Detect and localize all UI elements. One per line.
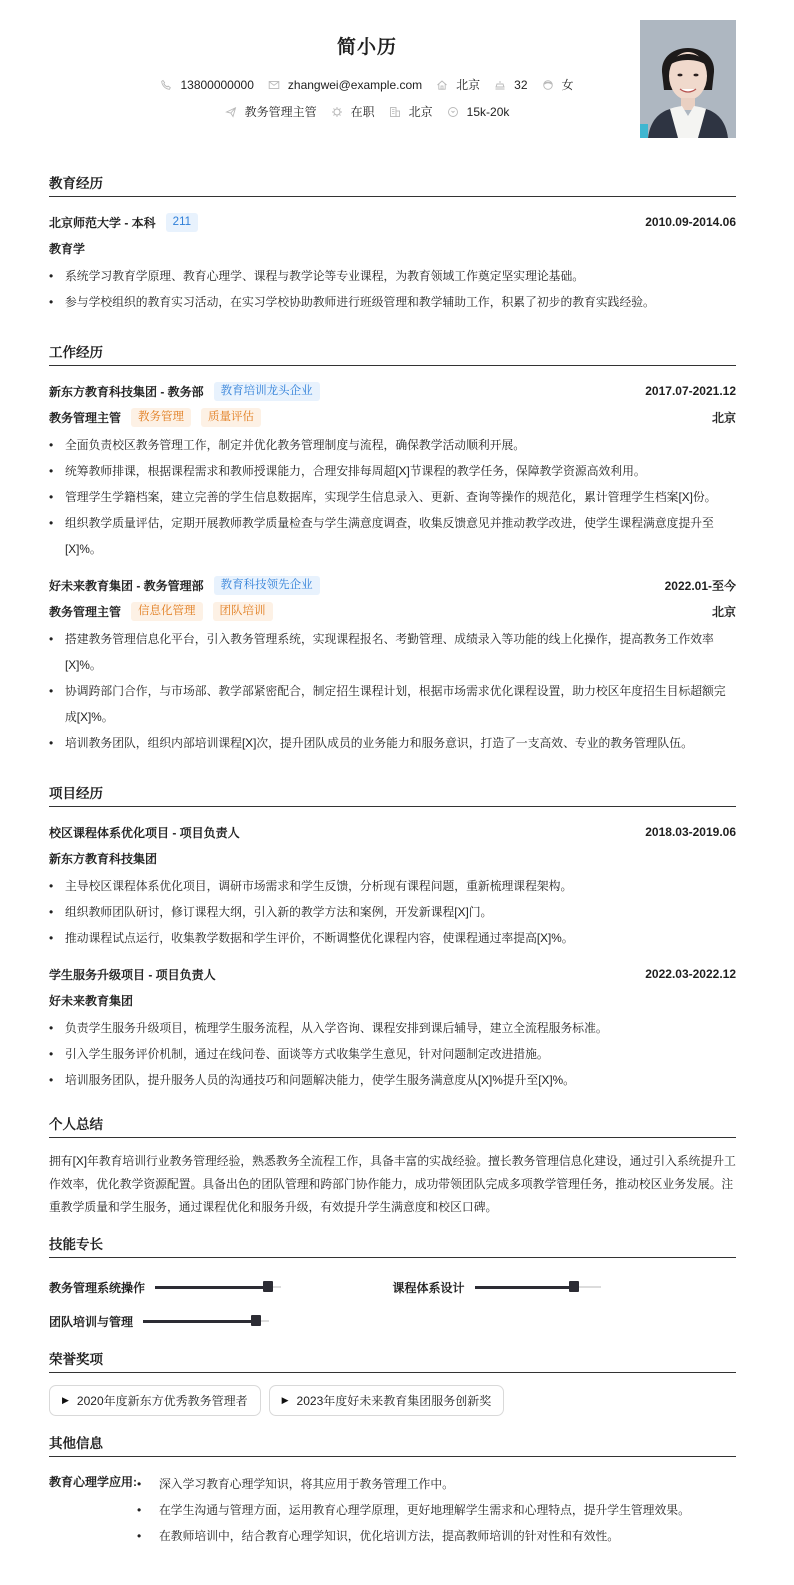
skill-label: 教务管理系统操作 (49, 1280, 146, 1295)
send-icon (225, 106, 237, 118)
status-icon (331, 106, 343, 118)
residence-info (436, 76, 480, 93)
list-item: • 推动课程试点运行，收集教学数据和学生评价，不断调整优化课程内容，使课程通过率提高[X]%。 (49, 925, 736, 951)
other-section (49, 1432, 736, 1549)
skill-bar (155, 1286, 281, 1288)
residence-text: 北京 (456, 78, 481, 92)
position: 教务管理主管 (49, 604, 122, 619)
summary-text: 拥有[X]年教育培训行业教务管理经验，熟悉教务全流程工作，具备丰富的实战经验。擅长教务管理信息化建设，通过引入系统提升工作效率，优化教学资源配置。具备出色的团队管理和跨部门协作能力，成功带领团队完成多项教学管理任务，推动校区业务发展。注重教学质量和学生服务，通过课程优化和服务升级，有效提升学生满意度和校区口碑。 (49, 1154, 736, 1214)
skills-list (49, 1270, 736, 1338)
skill-bar-fill (143, 1320, 256, 1323)
work-location: 北京 (711, 410, 736, 425)
triangle-icon: ▶ (281, 1395, 289, 1405)
education-section (49, 172, 736, 315)
skill-bar-thumb (251, 1315, 261, 1326)
work-bullets (49, 626, 736, 756)
education-header-row (49, 209, 736, 235)
project-date: 2022.03-2022.12 (645, 967, 736, 981)
list-item: • 组织教学质量评估，定期开展教师教学质量检查与学生满意度调查，收集反馈意见并推动教学改进，使学生课程满意度提升至[X]%。 (49, 510, 736, 562)
company-tag: 教育培训龙头企业 (214, 382, 320, 401)
company-name: 新东方教育科技集团 - 教务部 (49, 384, 204, 399)
award-item (269, 1385, 505, 1416)
employment-status-text: 在职 (350, 105, 375, 119)
skill-item (49, 1304, 393, 1338)
work-company-row (49, 572, 736, 598)
awards-list (49, 1385, 736, 1416)
list-item: • 引入学生服务评价机制，通过在线问卷、面谈等方式收集学生意见，针对问题制定改进措施。 (49, 1041, 736, 1067)
gender-text: 女 (561, 78, 574, 92)
skill-label: 团队培训与管理 (49, 1314, 134, 1329)
position: 教务管理主管 (49, 410, 122, 425)
section-title-skills: 技能专长 (49, 1233, 736, 1258)
list-item: • 组织教师团队研讨，修订课程大纲，引入新的教学方法和案例，开发新课程[X]门。 (49, 899, 736, 925)
resume-header (49, 16, 736, 172)
project-bullets (49, 873, 736, 951)
expected-salary-text: 15k-20k (466, 104, 510, 119)
skill-tag: 团队培训 (213, 602, 273, 621)
phone-info (160, 78, 253, 92)
phone-text: 13800000000 (180, 77, 254, 92)
list-item: • 主导校区课程体系优化项目，调研市场需求和学生反馈，分析现有课程问题，重新梳理课程架构。 (49, 873, 736, 899)
mail-icon (268, 79, 280, 91)
project-org-row (49, 987, 736, 1013)
skill-item (393, 1270, 737, 1304)
company-tag: 教育科技领先企业 (214, 576, 320, 595)
section-title-other: 其他信息 (49, 1432, 736, 1457)
education-bullets (49, 263, 736, 315)
other-bullets (137, 1471, 690, 1549)
work-date: 2022.01-至今 (664, 578, 736, 593)
school-name: 北京师范大学 - 本科 (49, 215, 156, 230)
project-date: 2018.03-2019.06 (645, 825, 736, 839)
list-item: • 培训服务团队，提升服务人员的沟通技巧和问题解决能力，使学生服务满意度从[X]%提升至[X]%。 (49, 1067, 736, 1093)
skill-item (49, 1270, 393, 1304)
list-item: • 深入学习教育心理学知识，将其应用于教务管理工作中。 (137, 1471, 690, 1497)
target-position-info (225, 103, 317, 120)
award-text: 2023年度好未来教育集团服务创新奖 (296, 1394, 492, 1408)
other-info-label: 教育心理学应用: (49, 1475, 137, 1489)
project-bullets (49, 1015, 736, 1093)
phone-icon (160, 79, 172, 91)
education-entry (49, 209, 736, 315)
target-position-text: 教务管理主管 (244, 105, 317, 119)
contact-row (49, 76, 685, 93)
building-icon (389, 106, 401, 118)
project-org-row (49, 845, 736, 871)
skill-tag: 质量评估 (201, 408, 261, 427)
skill-tag: 教务管理 (131, 408, 191, 427)
gender-icon (542, 79, 554, 91)
education-date: 2010.09-2014.06 (645, 215, 736, 229)
age-info (494, 78, 527, 92)
list-item: • 统筹教师排课，根据课程需求和教师授课能力，合理安排每周超[X]节课程的教学任务，保障教学资源高效利用。 (49, 458, 736, 484)
project-header-row (49, 819, 736, 845)
section-title-summary: 个人总结 (49, 1113, 736, 1138)
work-entry (49, 378, 736, 562)
target-city-text: 北京 (408, 105, 433, 119)
work-company-row (49, 378, 736, 404)
summary-section (49, 1113, 736, 1219)
gender-info (542, 76, 574, 93)
projects-section (49, 782, 736, 1093)
school-tag: 211 (166, 213, 198, 232)
project-entry (49, 819, 736, 951)
employment-status-info (331, 103, 375, 120)
skill-bar-thumb (569, 1281, 579, 1292)
list-item: • 系统学习教育学原理、教育心理学、课程与教学论等专业课程，为教育领域工作奠定坚实理论基础。 (49, 263, 736, 289)
age-text: 32 (514, 77, 528, 92)
work-position-row (49, 404, 736, 430)
home-icon (436, 79, 448, 91)
email-text: zhangwei@example.com (287, 77, 423, 92)
section-title-work: 工作经历 (49, 341, 736, 366)
list-item: • 管理学生学籍档案，建立完善的学生信息数据库，实现学生信息录入、更新、查询等操作的规范化，累计管理学生档案[X]份。 (49, 484, 736, 510)
project-org: 好未来教育集团 (49, 993, 134, 1008)
work-position-row (49, 598, 736, 624)
expected-salary-info (447, 105, 510, 119)
project-name: 校区课程体系优化项目 - 项目负责人 (49, 825, 240, 840)
skill-bar-thumb (263, 1281, 273, 1292)
list-item: • 负责学生服务升级项目，梳理学生服务流程，从入学咨询、课程安排到课后辅导，建立全流程服务标准。 (49, 1015, 736, 1041)
list-item: • 全面负责校区教务管理工作，制定并优化教务管理制度与流程，确保教学活动顺利开展。 (49, 432, 736, 458)
skill-bar (143, 1320, 269, 1322)
award-text: 2020年度新东方优秀教务管理者 (76, 1394, 248, 1408)
skill-bar-fill (475, 1286, 575, 1289)
education-major-row (49, 235, 736, 261)
email-info (268, 78, 422, 92)
skills-section (49, 1233, 736, 1338)
company-name: 好未来教育集团 - 教务管理部 (49, 578, 204, 593)
award-item (49, 1385, 261, 1416)
work-date: 2017.07-2021.12 (645, 384, 736, 398)
project-entry (49, 961, 736, 1093)
project-name: 学生服务升级项目 - 项目负责人 (49, 967, 216, 982)
salary-icon (447, 106, 459, 118)
list-item: • 参与学校组织的教育实习活动，在实习学校协助教师进行班级管理和教学辅助工作，积累了初步的教育实践经验。 (49, 289, 736, 315)
candidate-name: 简小历 (336, 37, 397, 58)
section-title-awards: 荣誉奖项 (49, 1348, 736, 1373)
work-entry (49, 572, 736, 756)
other-info-block (49, 1469, 736, 1549)
skill-tag: 信息化管理 (131, 602, 203, 621)
age-icon (494, 79, 506, 91)
target-city-info (389, 103, 433, 120)
section-title-education: 教育经历 (49, 172, 736, 197)
list-item: • 培训教务团队，组织内部培训课程[X]次，提升团队成员的业务能力和服务意识，打造了一支高效、专业的教务管理队伍。 (49, 730, 736, 756)
list-item: • 在教师培训中，结合教育心理学知识，优化培训方法，提高教师培训的针对性和有效性。 (137, 1523, 690, 1549)
list-item: • 协调跨部门合作，与市场部、教学部紧密配合，制定招生课程计划，根据市场需求优化课程设置，助力校区年度招生目标超额完成[X]%。 (49, 678, 736, 730)
skill-bar (475, 1286, 601, 1288)
list-item: • 在学生沟通与管理方面，运用教育心理学原理，更好地理解学生需求和心理特点，提升学生管理效果。 (137, 1497, 690, 1523)
profile-photo (640, 20, 736, 138)
section-title-projects: 项目经历 (49, 782, 736, 807)
work-section (49, 341, 736, 756)
major: 教育学 (49, 241, 86, 256)
work-bullets (49, 432, 736, 562)
work-location: 北京 (711, 604, 736, 619)
project-header-row (49, 961, 736, 987)
job-intent-row (49, 103, 685, 120)
list-item: • 搭建教务管理信息化平台，引入教务管理系统，实现课程报名、考勤管理、成绩录入等功能的线上化操作，提高教务工作效率[X]%。 (49, 626, 736, 678)
awards-section (49, 1348, 736, 1416)
skill-label: 课程体系设计 (392, 1280, 465, 1295)
skill-bar-fill (155, 1286, 268, 1289)
triangle-icon: ▶ (62, 1395, 69, 1405)
project-org: 新东方教育科技集团 (49, 851, 158, 866)
